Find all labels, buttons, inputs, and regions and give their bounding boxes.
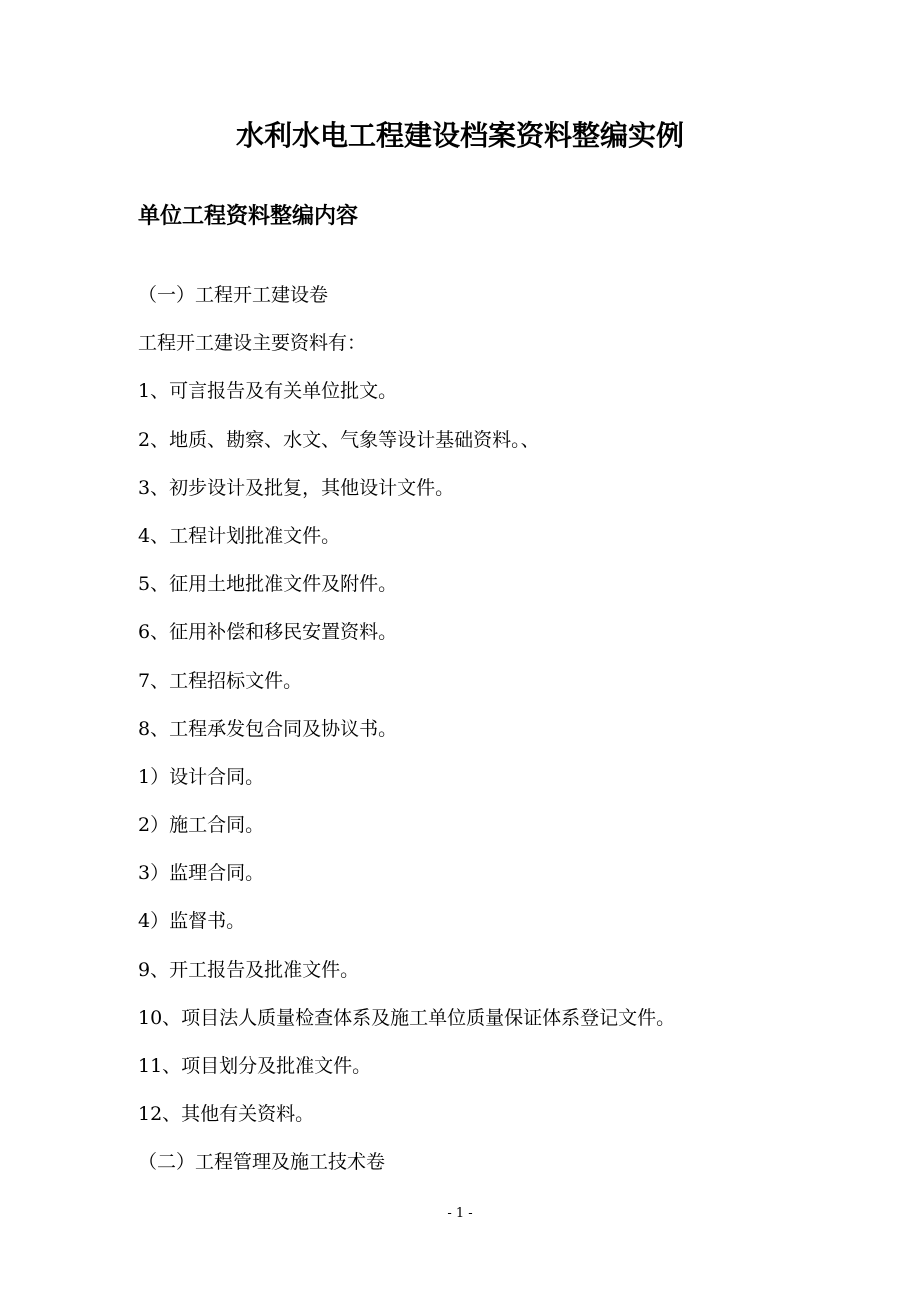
list-item: 6、征用补偿和移民安置资料。 — [138, 621, 398, 644]
volume-heading-2: （二）工程管理及施工技术卷 — [138, 1151, 386, 1174]
list-item: 1、可言报告及有关单位批文。 — [138, 380, 398, 403]
list-item: 9、开工报告及批准文件。 — [138, 958, 360, 981]
sub-list-item: 4）监督书。 — [138, 910, 246, 933]
list-item: 5、征用土地批准文件及附件。 — [138, 573, 398, 596]
list-item: 8、工程承发包合同及协议书。 — [138, 717, 398, 740]
list-item: 2、地质、勘察、水文、气象等设计基础资料。、 — [138, 428, 540, 451]
list-item: 11、项目划分及批准文件。 — [138, 1055, 372, 1077]
volume-heading-1: （一）工程开工建设卷 — [138, 284, 329, 306]
sub-list-item: 1）设计合同。 — [138, 765, 265, 788]
intro-line: 工程开工建设主要资料有： — [138, 332, 367, 355]
list-item: 12、其他有关资料。 — [138, 1103, 315, 1126]
list-item: 3、初步设计及批复，其他设计文件。 — [138, 476, 455, 499]
document-title: 水利水电工程建设档案资料整编实例 — [235, 119, 684, 152]
list-item: 10、项目法人质量检查体系及施工单位质量保证体系登记文件。 — [138, 1006, 676, 1029]
sub-list-item: 2）施工合同。 — [138, 814, 265, 837]
section-heading: 单位工程资料整编内容 — [138, 203, 359, 229]
document-body — [138, 277, 838, 1193]
list-item: 7、工程招标文件。 — [138, 669, 303, 692]
sub-list-item: 3）监理合同。 — [138, 862, 265, 885]
page-number: - 1 - — [447, 1206, 473, 1221]
list-item: 4、工程计划批准文件。 — [138, 524, 341, 547]
